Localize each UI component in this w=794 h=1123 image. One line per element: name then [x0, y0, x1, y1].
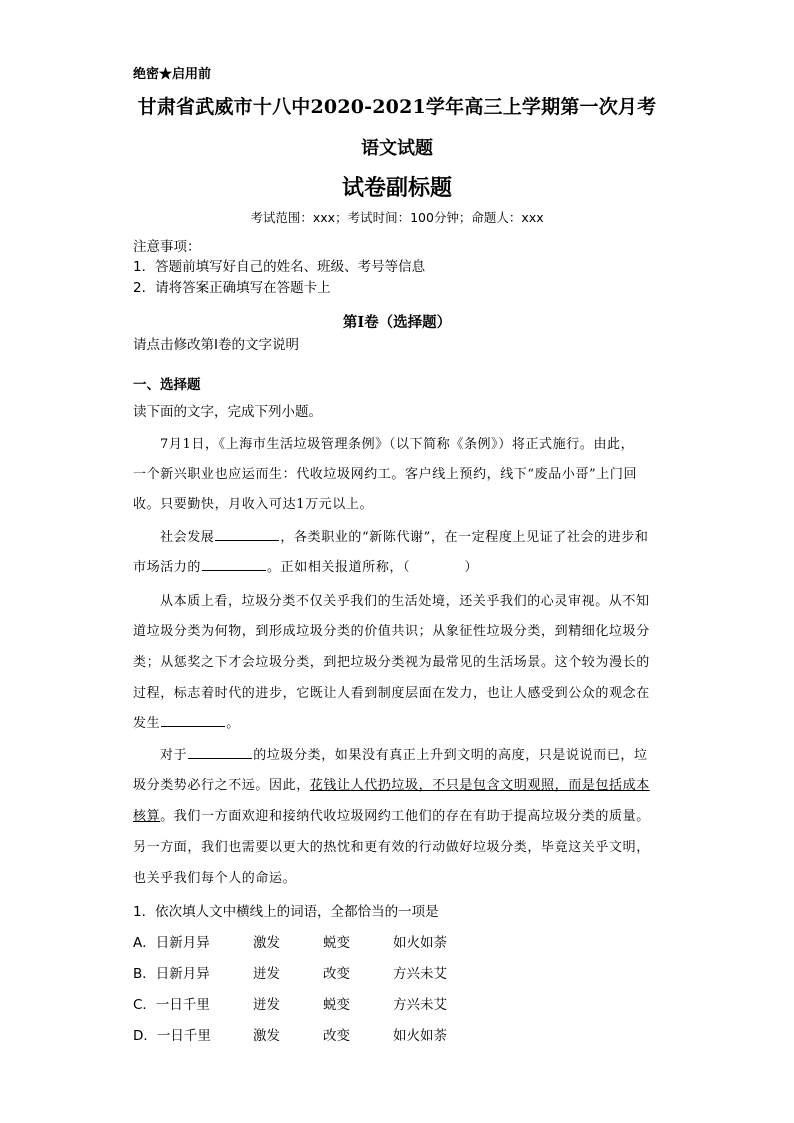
secret-label: 绝密★启用前	[133, 67, 212, 82]
part-heading: 一、选择题	[133, 377, 201, 393]
option-word: 激发	[253, 1028, 280, 1044]
passage-line	[160, 744, 648, 763]
option-word: 方兴未艾	[393, 997, 447, 1013]
passage-line: 也关乎我们每个人的命运。	[133, 871, 297, 886]
notes-heading: 注意事项：	[133, 239, 201, 255]
fill-blank	[161, 713, 225, 727]
passage-line: 类；从惩奖之下才会垃圾分类，到把垃圾分类视为最常见的生活场景。这个较为漫长的	[133, 655, 650, 670]
option-label: A．日新月异	[133, 935, 210, 951]
exam-title: 甘肃省武威市十八中2020-2021学年高三上学期第一次月考	[137, 96, 657, 118]
passage-text: 。我们一方面欢迎和接纳代收垃圾网约工他们的存在有助于提高垃圾分类的质量。	[160, 809, 650, 824]
option-word: 方兴未艾	[393, 966, 447, 982]
passage-line: 另一方面，我们也需要以更大的热忱和更有效的行动做好垃圾分类，毕竟这关乎文明，	[133, 840, 650, 855]
passage-line	[133, 556, 478, 575]
passage-text: 发生	[133, 716, 161, 731]
passage-text: 的垃圾分类，如果没有真正上升到文明的高度，只是说说而已，垃	[253, 748, 648, 763]
option-label: C．一日千里	[133, 997, 210, 1013]
passage-line: 收。只要勤快，月收入可达1万元以上。	[133, 497, 374, 512]
option-a[interactable]	[133, 931, 533, 951]
exam-info: 考试范围：xxx；考试时间：100分钟；命题人：xxx	[250, 210, 544, 225]
fill-blank	[188, 745, 252, 759]
subject-title: 语文试题	[361, 138, 433, 159]
fill-blank	[215, 527, 279, 541]
passage-text: 。正如相关报道所称，（ ）	[267, 560, 479, 575]
notes-item: 2．请将答案正确填写在答题卡上	[133, 280, 331, 296]
fill-blank	[202, 557, 266, 571]
passage-line: 从本质上看，垃圾分类不仅关乎我们的生活处境，还关乎我们的心灵审视。从不知	[160, 594, 650, 609]
passage-line	[133, 805, 650, 824]
passage-line: 过程，标志着时代的进步，它既让人看到制度层面在发力，也让人感受到公众的观念在	[133, 686, 650, 701]
passage-line	[133, 774, 650, 793]
passage-text: 对于	[160, 748, 188, 763]
notes-item: 1．答题前填写好自己的姓名、班级、考号等信息	[133, 259, 426, 275]
option-word: 迸发	[253, 966, 280, 982]
passage-text: ，各类职业的“新陈代谢”，在一定程度上见证了社会的进步和	[280, 530, 649, 545]
option-d[interactable]	[133, 1024, 533, 1044]
passage-text: 圾分类势必行之不远。因此，	[133, 778, 310, 793]
option-word: 改变	[323, 1028, 350, 1044]
passage-text: 市场活力的	[133, 560, 202, 575]
section-description: 请点击修改第I卷的文字说明	[133, 337, 299, 353]
option-label: B．日新月异	[133, 966, 210, 982]
passage-line: 一个新兴职业也应运而生：代收垃圾网约工。客户线上预约，线下“废品小哥”上门回	[133, 467, 638, 482]
passage-line: 道垃圾分类为何物，到形成垃圾分类的价值共识；从象征性垃圾分类，到精细化垃圾分	[133, 624, 650, 639]
passage-line: 7月1日，《上海市生活垃圾管理条例》（以下简称《条例》）将正式施行。由此，	[160, 437, 635, 452]
option-word: 蜕变	[323, 935, 350, 951]
option-word: 改变	[323, 966, 350, 982]
option-b[interactable]	[133, 962, 533, 982]
option-word: 如火如荼	[393, 935, 447, 951]
paper-subtitle: 试卷副标题	[341, 175, 452, 201]
underlined-sentence: 核算	[133, 809, 161, 824]
passage-text: 社会发展	[160, 530, 215, 545]
option-word: 如火如荼	[393, 1028, 447, 1044]
section-title: 第I卷（选择题）	[342, 314, 452, 331]
passage-line	[133, 712, 240, 731]
option-label: D．一日千里	[133, 1028, 211, 1044]
passage-line	[160, 526, 649, 545]
option-word: 激发	[253, 935, 280, 951]
question-stem: 1．依次填人文中横线上的词语，全都恰当的一项是	[133, 904, 439, 920]
part-intro: 读下面的文字，完成下列小题。	[133, 404, 322, 420]
passage-text: 。	[226, 716, 240, 731]
option-word: 迸发	[253, 997, 280, 1013]
option-word: 蜕变	[323, 997, 350, 1013]
option-c[interactable]	[133, 993, 533, 1013]
underlined-sentence: 花钱让人代扔垃圾，不只是包含文明观照，而是包括成本	[309, 778, 650, 793]
